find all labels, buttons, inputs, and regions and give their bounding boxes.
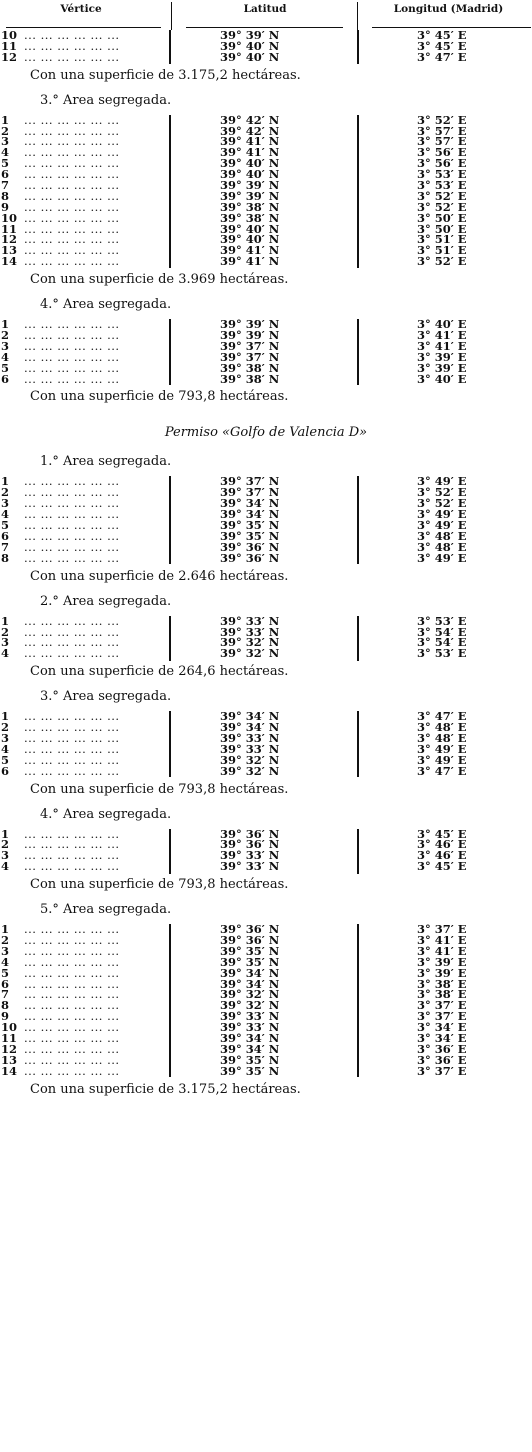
area-summary: Con una superficie de 3.175,2 hectáreas.	[30, 1081, 301, 1097]
area-summary: Con una superficie de 793,8 hectáreas.	[30, 877, 289, 893]
leader-dots: ... ... ... ... ... ...	[24, 188, 120, 203]
vertex-number: 2	[1, 624, 10, 639]
leader-dots: ... ... ... ... ... ...	[24, 145, 120, 160]
longitude-value: 3° 52′ E	[417, 188, 467, 203]
longitude-value: 3° 34′ E	[417, 1020, 467, 1035]
latitude-value: 39° 33′ N	[220, 741, 280, 756]
table-row	[0, 256, 532, 267]
leader-dots: ... ... ... ... ... ...	[24, 752, 120, 767]
longitude-value: 3° 45′ E	[417, 859, 467, 874]
longitude-value: 3° 48′ E	[417, 720, 467, 735]
leader-dots: ... ... ... ... ... ...	[24, 112, 120, 127]
vertex-number: 6	[1, 371, 10, 386]
vertex-number: 3	[1, 338, 10, 353]
longitude-value: 3° 40′ E	[417, 371, 467, 386]
section-heading: 3.° Area segregada.	[40, 689, 172, 705]
leader-dots: ... ... ... ... ... ...	[24, 338, 120, 353]
leader-dots: ... ... ... ... ... ...	[24, 730, 120, 745]
column-divider	[357, 711, 359, 777]
longitude-value: 3° 45′ E	[417, 826, 467, 841]
vertex-number: 5	[1, 360, 10, 375]
vertex-number: 5	[1, 156, 10, 171]
column-divider	[169, 30, 171, 64]
vertex-number: 2	[1, 485, 10, 500]
longitude-value: 3° 49′ E	[417, 752, 467, 767]
longitude-value: 3° 36′ E	[417, 1041, 467, 1056]
leader-dots: ... ... ... ... ... ...	[24, 232, 120, 247]
section-heading: 1.° Area segregada.	[40, 454, 172, 470]
leader-dots: ... ... ... ... ... ...	[24, 49, 120, 64]
vertex-number: 6	[1, 763, 10, 778]
vertex-number: 4	[1, 741, 10, 756]
leader-dots: ... ... ... ... ... ...	[24, 859, 120, 874]
leader-dots: ... ... ... ... ... ...	[24, 635, 120, 650]
leader-dots: ... ... ... ... ... ...	[24, 317, 120, 332]
header-longitud: Longitud (Madrid)	[393, 3, 504, 15]
latitude-value: 39° 32′ N	[220, 635, 280, 650]
leader-dots: ... ... ... ... ... ...	[24, 1009, 120, 1024]
latitude-value: 39° 35′ N	[220, 954, 280, 969]
vertex-number: 14	[1, 254, 18, 269]
leader-dots: ... ... ... ... ... ...	[24, 987, 120, 1002]
latitude-value: 39° 42′ N	[220, 123, 280, 138]
leader-dots: ... ... ... ... ... ...	[24, 1030, 120, 1045]
longitude-value: 3° 53′ E	[417, 646, 467, 661]
vertex-number: 2	[1, 328, 10, 343]
latitude-value: 39° 36′ N	[220, 539, 280, 554]
latitude-value: 39° 39′ N	[220, 188, 280, 203]
vertex-number: 5	[1, 752, 10, 767]
vertex-number: 5	[1, 965, 10, 980]
vertex-number: 8	[1, 550, 10, 565]
vertex-number: 3	[1, 848, 10, 863]
coordinates-table	[0, 711, 532, 776]
longitude-value: 3° 46′ E	[417, 848, 467, 863]
longitude-value: 3° 37′ E	[417, 922, 467, 937]
vertex-number: 2	[1, 932, 10, 947]
leader-dots: ... ... ... ... ... ...	[24, 624, 120, 639]
vertex-number: 6	[1, 528, 10, 543]
vertex-number: 4	[1, 507, 10, 522]
leader-dots: ... ... ... ... ... ...	[24, 1052, 120, 1067]
longitude-value: 3° 34′ E	[417, 1030, 467, 1045]
longitude-value: 3° 49′ E	[417, 474, 467, 489]
leader-dots: ... ... ... ... ... ...	[24, 741, 120, 756]
vertex-number: 4	[1, 349, 10, 364]
vertex-number: 6	[1, 167, 10, 182]
leader-dots: ... ... ... ... ... ...	[24, 998, 120, 1013]
leader-dots: ... ... ... ... ... ...	[24, 965, 120, 980]
leader-dots: ... ... ... ... ... ...	[24, 485, 120, 500]
permit-title: Permiso «Golfo de Valencia D»	[164, 425, 368, 441]
longitude-value: 3° 50′ E	[417, 210, 467, 225]
table-row	[0, 648, 532, 659]
vertex-number: 12	[1, 49, 18, 64]
longitude-value: 3° 52′ E	[417, 112, 467, 127]
vertex-number: 14	[1, 1063, 18, 1078]
column-divider	[357, 924, 359, 1077]
leader-dots: ... ... ... ... ... ...	[24, 720, 120, 735]
vertex-number: 1	[1, 613, 10, 628]
vertex-number: 12	[1, 232, 18, 247]
latitude-value: 39° 35′ N	[220, 1052, 280, 1067]
vertex-number: 13	[1, 243, 18, 258]
vertex-number: 12	[1, 1041, 18, 1056]
latitude-value: 39° 37′ N	[220, 349, 280, 364]
column-divider	[169, 476, 171, 564]
latitude-value: 39° 36′ N	[220, 932, 280, 947]
latitude-value: 39° 34′ N	[220, 709, 280, 724]
area-summary: Con una superficie de 2.646 hectáreas.	[30, 568, 289, 584]
table-row	[0, 861, 532, 872]
leader-dots: ... ... ... ... ... ...	[24, 932, 120, 947]
vertex-number: 3	[1, 943, 10, 958]
latitude-value: 39° 33′ N	[220, 859, 280, 874]
latitude-value: 39° 38′ N	[220, 371, 280, 386]
latitude-value: 39° 36′ N	[220, 837, 280, 852]
longitude-value: 3° 53′ E	[417, 167, 467, 182]
longitude-value: 3° 40′ E	[417, 317, 467, 332]
vertex-number: 11	[1, 38, 18, 53]
leader-dots: ... ... ... ... ... ...	[24, 156, 120, 171]
area-summary: Con una superficie de 3.175,2 hectáreas.	[30, 67, 301, 83]
latitude-value: 39° 36′ N	[220, 550, 280, 565]
column-divider	[169, 711, 171, 777]
latitude-value: 39° 33′ N	[220, 624, 280, 639]
longitude-value: 3° 47′ E	[417, 763, 467, 778]
latitude-value: 39° 39′ N	[220, 178, 280, 193]
table-header	[0, 0, 532, 30]
latitude-value: 39° 36′ N	[220, 922, 280, 937]
header-vertice: Vértice	[60, 3, 102, 15]
latitude-value: 39° 33′ N	[220, 848, 280, 863]
vertex-number: 8	[1, 998, 10, 1013]
leader-dots: ... ... ... ... ... ...	[24, 550, 120, 565]
leader-dots: ... ... ... ... ... ...	[24, 943, 120, 958]
latitude-value: 39° 32′ N	[220, 763, 280, 778]
longitude-value: 3° 52′ E	[417, 254, 467, 269]
coordinates-table	[0, 30, 532, 63]
leader-dots: ... ... ... ... ... ...	[24, 646, 120, 661]
leader-dots: ... ... ... ... ... ...	[24, 349, 120, 364]
coordinates-table	[0, 112, 532, 269]
latitude-value: 39° 38′ N	[220, 360, 280, 375]
vertex-number: 10	[1, 1020, 18, 1035]
longitude-value: 3° 38′ E	[417, 987, 467, 1002]
leader-dots: ... ... ... ... ... ...	[24, 38, 120, 53]
vertex-number: 1	[1, 826, 10, 841]
leader-dots: ... ... ... ... ... ...	[24, 837, 120, 852]
vertex-number: 10	[1, 210, 18, 225]
leader-dots: ... ... ... ... ... ...	[24, 371, 120, 386]
latitude-value: 39° 37′ N	[220, 485, 280, 500]
vertex-number: 7	[1, 178, 10, 193]
longitude-value: 3° 37′ E	[417, 998, 467, 1013]
longitude-value: 3° 37′ E	[417, 1009, 467, 1024]
latitude-value: 39° 40′ N	[220, 221, 280, 236]
latitude-value: 39° 41′ N	[220, 145, 280, 160]
longitude-value: 3° 48′ E	[417, 539, 467, 554]
latitude-value: 39° 35′ N	[220, 518, 280, 533]
column-divider	[357, 476, 359, 564]
leader-dots: ... ... ... ... ... ...	[24, 167, 120, 182]
vertex-number: 4	[1, 145, 10, 160]
latitude-value: 39° 33′ N	[220, 1020, 280, 1035]
vertex-number: 1	[1, 317, 10, 332]
latitude-value: 39° 32′ N	[220, 646, 280, 661]
latitude-value: 39° 42′ N	[220, 112, 280, 127]
latitude-value: 39° 32′ N	[220, 752, 280, 767]
longitude-value: 3° 51′ E	[417, 232, 467, 247]
longitude-value: 3° 48′ E	[417, 730, 467, 745]
leader-dots: ... ... ... ... ... ...	[24, 976, 120, 991]
coordinates-table	[0, 826, 532, 874]
longitude-value: 3° 57′ E	[417, 134, 467, 149]
vertex-number: 4	[1, 646, 10, 661]
vertex-number: 9	[1, 1009, 10, 1024]
longitude-value: 3° 54′ E	[417, 635, 467, 650]
latitude-value: 39° 33′ N	[220, 1009, 280, 1024]
longitude-value: 3° 49′ E	[417, 507, 467, 522]
leader-dots: ... ... ... ... ... ...	[24, 848, 120, 863]
leader-dots: ... ... ... ... ... ...	[24, 1041, 120, 1056]
leader-dots: ... ... ... ... ... ...	[24, 28, 120, 42]
latitude-value: 39° 40′ N	[220, 167, 280, 182]
vertex-number: 1	[1, 709, 10, 724]
longitude-value: 3° 49′ E	[417, 550, 467, 565]
table-row	[0, 550, 532, 565]
table-row	[0, 1063, 532, 1078]
leader-dots: ... ... ... ... ... ...	[24, 474, 120, 489]
section-heading: 4.° Area segregada.	[40, 806, 172, 822]
vertex-number: 3	[1, 635, 10, 650]
document-content	[0, 30, 532, 1103]
longitude-value: 3° 49′ E	[417, 518, 467, 533]
vertex-number: 4	[1, 954, 10, 969]
vertex-number: 1	[1, 112, 10, 127]
leader-dots: ... ... ... ... ... ...	[24, 613, 120, 628]
latitude-value: 39° 33′ N	[220, 730, 280, 745]
longitude-value: 3° 41′ E	[417, 338, 467, 353]
vertex-number: 3	[1, 134, 10, 149]
leader-dots: ... ... ... ... ... ...	[24, 254, 120, 269]
vertex-number: 6	[1, 976, 10, 991]
leader-dots: ... ... ... ... ... ...	[24, 134, 120, 149]
section-heading: 3.° Area segregada.	[40, 92, 172, 108]
column-divider	[169, 616, 171, 661]
latitude-value: 39° 41′ N	[220, 254, 280, 269]
longitude-value: 3° 37′ E	[417, 1063, 467, 1078]
leader-dots: ... ... ... ... ... ...	[24, 954, 120, 969]
latitude-value: 39° 33′ N	[220, 613, 280, 628]
leader-dots: ... ... ... ... ... ...	[24, 360, 120, 375]
latitude-value: 39° 37′ N	[220, 474, 280, 489]
leader-dots: ... ... ... ... ... ...	[24, 1020, 120, 1035]
leader-dots: ... ... ... ... ... ...	[24, 221, 120, 236]
latitude-value: 39° 34′ N	[220, 976, 280, 991]
vertex-number: 7	[1, 987, 10, 1002]
vertex-number: 13	[1, 1052, 18, 1067]
latitude-value: 39° 34′ N	[220, 965, 280, 980]
latitude-value: 39° 36′ N	[220, 826, 280, 841]
latitude-value: 39° 41′ N	[220, 134, 280, 149]
latitude-value: 39° 41′ N	[220, 243, 280, 258]
longitude-value: 3° 47′ E	[417, 709, 467, 724]
latitude-value: 39° 32′ N	[220, 998, 280, 1013]
latitude-value: 39° 35′ N	[220, 1063, 280, 1078]
vertex-number: 4	[1, 859, 10, 874]
leader-dots: ... ... ... ... ... ...	[24, 528, 120, 543]
column-divider	[169, 319, 171, 385]
longitude-value: 3° 39′ E	[417, 360, 467, 375]
leader-dots: ... ... ... ... ... ...	[24, 518, 120, 533]
latitude-value: 39° 32′ N	[220, 987, 280, 1002]
longitude-value: 3° 49′ E	[417, 741, 467, 756]
vertex-number: 2	[1, 837, 10, 852]
leader-dots: ... ... ... ... ... ...	[24, 496, 120, 511]
longitude-value: 3° 39′ E	[417, 349, 467, 364]
longitude-value: 3° 53′ E	[417, 178, 467, 193]
longitude-value: 3° 38′ E	[417, 976, 467, 991]
vertex-number: 10	[1, 28, 18, 42]
vertex-number: 1	[1, 922, 10, 937]
longitude-value: 3° 41′ E	[417, 943, 467, 958]
longitude-value: 3° 41′ E	[417, 932, 467, 947]
latitude-value: 39° 38′ N	[220, 199, 280, 214]
vertex-number: 5	[1, 518, 10, 533]
longitude-value: 3° 39′ E	[417, 954, 467, 969]
section-heading: 2.° Area segregada.	[40, 593, 172, 609]
coordinates-table	[0, 613, 532, 661]
coordinates-table	[0, 319, 532, 384]
vertex-number: 11	[1, 1030, 18, 1045]
vertex-number: 8	[1, 188, 10, 203]
column-divider	[169, 115, 171, 268]
longitude-value: 3° 57′ E	[417, 123, 467, 138]
vertex-number: 2	[1, 123, 10, 138]
longitude-value: 3° 50′ E	[417, 221, 467, 236]
column-divider	[357, 319, 359, 385]
column-divider	[171, 2, 172, 30]
table-row	[0, 49, 532, 64]
longitude-value: 3° 48′ E	[417, 528, 467, 543]
vertex-number: 1	[1, 474, 10, 489]
leader-dots: ... ... ... ... ... ...	[24, 709, 120, 724]
column-divider	[357, 115, 359, 268]
leader-dots: ... ... ... ... ... ...	[24, 199, 120, 214]
leader-dots: ... ... ... ... ... ...	[24, 507, 120, 522]
leader-dots: ... ... ... ... ... ...	[24, 123, 120, 138]
area-summary: Con una superficie de 793,8 hectáreas.	[30, 781, 289, 797]
vertex-number: 2	[1, 720, 10, 735]
longitude-value: 3° 56′ E	[417, 156, 467, 171]
longitude-value: 3° 52′ E	[417, 496, 467, 511]
leader-dots: ... ... ... ... ... ...	[24, 922, 120, 937]
longitude-value: 3° 46′ E	[417, 837, 467, 852]
vertex-number: 7	[1, 539, 10, 554]
latitude-value: 39° 34′ N	[220, 496, 280, 511]
latitude-value: 39° 39′ N	[220, 28, 280, 42]
section-heading: 4.° Area segregada.	[40, 297, 172, 313]
column-divider	[169, 924, 171, 1077]
area-summary: Con una superficie de 264,6 hectáreas.	[30, 664, 289, 680]
table-row	[0, 763, 532, 778]
longitude-value: 3° 51′ E	[417, 243, 467, 258]
area-summary: Con una superficie de 3.969 hectáreas.	[30, 272, 289, 288]
leader-dots: ... ... ... ... ... ...	[24, 826, 120, 841]
latitude-value: 39° 34′ N	[220, 720, 280, 735]
longitude-value: 3° 39′ E	[417, 965, 467, 980]
leader-dots: ... ... ... ... ... ...	[24, 763, 120, 778]
latitude-value: 39° 38′ N	[220, 210, 280, 225]
leader-dots: ... ... ... ... ... ...	[24, 1063, 120, 1078]
longitude-value: 3° 45′ E	[417, 38, 467, 53]
longitude-value: 3° 52′ E	[417, 199, 467, 214]
latitude-value: 39° 34′ N	[220, 1030, 280, 1045]
column-divider	[169, 829, 171, 874]
latitude-value: 39° 40′ N	[220, 232, 280, 247]
longitude-value: 3° 53′ E	[417, 613, 467, 628]
longitude-value: 3° 41′ E	[417, 328, 467, 343]
latitude-value: 39° 40′ N	[220, 38, 280, 53]
longitude-value: 3° 45′ E	[417, 28, 467, 42]
vertex-number: 3	[1, 730, 10, 745]
header-latitud: Latitud	[243, 3, 287, 15]
column-divider	[357, 829, 359, 874]
latitude-value: 39° 34′ N	[220, 1041, 280, 1056]
latitude-value: 39° 34′ N	[220, 507, 280, 522]
table-row	[0, 371, 532, 386]
leader-dots: ... ... ... ... ... ...	[24, 178, 120, 193]
vertex-number: 3	[1, 496, 10, 511]
latitude-value: 39° 35′ N	[220, 528, 280, 543]
section-heading: 5.° Area segregada.	[40, 902, 172, 918]
area-summary: Con una superficie de 793,8 hectáreas.	[30, 389, 289, 405]
latitude-value: 39° 40′ N	[220, 49, 280, 64]
longitude-value: 3° 52′ E	[417, 485, 467, 500]
latitude-value: 39° 39′ N	[220, 328, 280, 343]
latitude-value: 39° 40′ N	[220, 156, 280, 171]
longitude-value: 3° 47′ E	[417, 49, 467, 64]
leader-dots: ... ... ... ... ... ...	[24, 328, 120, 343]
leader-dots: ... ... ... ... ... ...	[24, 210, 120, 225]
latitude-value: 39° 39′ N	[220, 317, 280, 332]
vertex-number: 9	[1, 199, 10, 214]
leader-dots: ... ... ... ... ... ...	[24, 539, 120, 554]
latitude-value: 39° 37′ N	[220, 338, 280, 353]
coordinates-table	[0, 924, 532, 1076]
latitude-value: 39° 35′ N	[220, 943, 280, 958]
column-divider	[357, 2, 358, 30]
coordinates-table	[0, 476, 532, 563]
longitude-value: 3° 36′ E	[417, 1052, 467, 1067]
column-divider	[357, 616, 359, 661]
vertex-number: 11	[1, 221, 18, 236]
leader-dots: ... ... ... ... ... ...	[24, 243, 120, 258]
longitude-value: 3° 56′ E	[417, 145, 467, 160]
column-divider	[357, 30, 359, 64]
longitude-value: 3° 54′ E	[417, 624, 467, 639]
